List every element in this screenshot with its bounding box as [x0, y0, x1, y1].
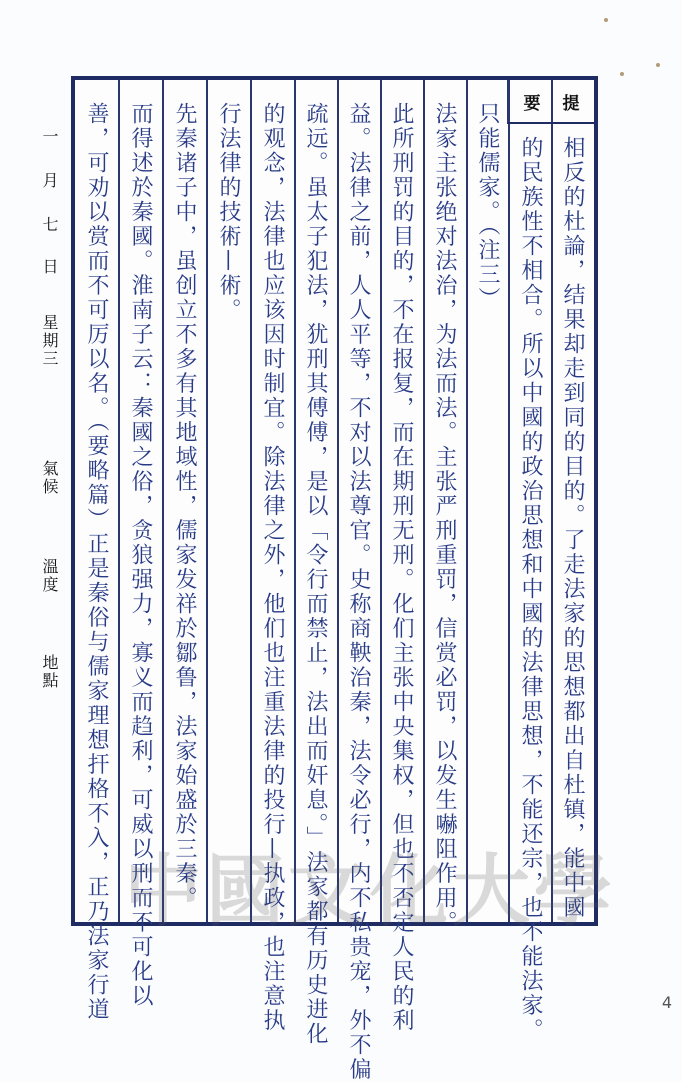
handwritten-column-6: 益。法律之前，人人平等，不对以法尊官。史称商鞅治秦，法令必行，内不私贵宠，外不偏 [346, 102, 371, 1082]
column-rule [423, 80, 425, 922]
column-rule [294, 80, 296, 922]
handwritten-column-7: 疏远。虽太子犯法，犹刑其傅傅，是以「令行而禁止，法出而奸息。」法家都有历史进化 [303, 102, 328, 1047]
handwritten-column-4: 法家主张绝对法治，为法而法。主张严刑重罚，信赏必罚，以发生嚇阻作用。 [432, 102, 457, 935]
column-rule [466, 80, 468, 922]
weekday-label: 星期三 [40, 314, 59, 368]
day-label: 日 [40, 258, 59, 276]
column-rule [380, 80, 382, 922]
page-number: 4 [661, 993, 672, 1012]
header-label-ti: 提 [562, 93, 580, 114]
handwritten-column-5: 此所刑罚的目的，不在报复，而在期刑无刑。化们主张中央集权，但也不否定人民的利 [389, 102, 414, 1033]
weather-label: 氣候 [40, 460, 59, 496]
handwritten-column-9: 行法律的技術—術。 [216, 102, 241, 323]
handwritten-column-8: 的观念，法律也应该因时制宜。除法律之外，他们也注重法律的投行—执政，也注意执 [260, 102, 285, 1033]
column-rule [337, 80, 339, 922]
summary-header [507, 80, 595, 124]
paper-speck [604, 18, 608, 22]
column-rule [551, 80, 553, 922]
paper-speck [656, 63, 660, 67]
handwritten-column-2: 的民族性不相合。所以中國的政治思想和中國的法律思想，不能还宗，也不能法家。 [518, 136, 543, 1043]
temperature-label: 溫度 [40, 558, 59, 594]
handwritten-column-12: 善，可劝以赏而不可厉以名。（要略篇）正是秦俗与儒家理想扞格不入，正乃法家行道 [84, 102, 109, 1022]
day-number: 七 [40, 216, 59, 234]
handwritten-column-11: 而得述於秦國。淮南子云：秦國之俗，贪狼强力，寡义而趋利，可威以刑而不可化以 [128, 102, 153, 1009]
handwritten-column-10: 先秦诸子中，虽创立不多有其地域性，儒家发祥於鄒鲁，法家始盛於三秦。 [172, 102, 197, 911]
month-label: 月 [40, 172, 59, 190]
university-watermark: 中國文化大學 [123, 846, 616, 937]
paper-speck [620, 72, 624, 76]
handwritten-column-3: 只能儒家。（注三） [475, 102, 500, 312]
column-rule [118, 80, 120, 922]
handwritten-column-1: 相反的杜論，结果却走到同的目的。了走法家的思想都出自杜镇，能中國 [560, 136, 585, 920]
column-rule [206, 80, 208, 922]
month-number: 一 [40, 128, 59, 146]
header-label-yao: 要 [523, 93, 541, 114]
column-rule [250, 80, 252, 922]
column-rule [162, 80, 164, 922]
diary-page-frame [71, 76, 598, 1082]
place-label: 地點 [40, 654, 59, 690]
column-rule [508, 80, 510, 922]
